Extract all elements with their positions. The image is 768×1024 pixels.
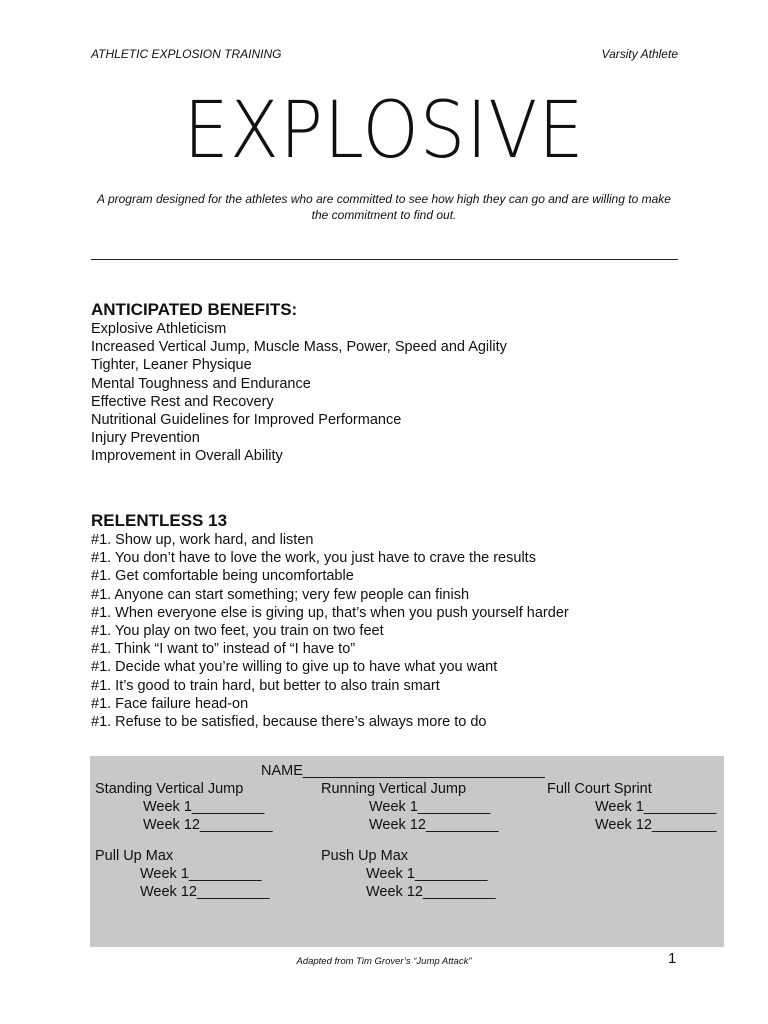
running-vertical-week12-field[interactable]: Week 12_________ (369, 817, 499, 833)
list-item: #1. You play on two feet, you train on two feet (91, 623, 384, 640)
footer-credit: Adapted from Tim Grover’s “Jump Attack” (296, 956, 472, 967)
list-item: Effective Rest and Recovery (91, 393, 274, 410)
test-label-running-vertical: Running Vertical Jump (321, 781, 467, 797)
progress-tracker-form (90, 756, 724, 947)
full-court-sprint-week1-field[interactable]: Week 1_________ (595, 799, 717, 815)
list-item: #1. Get comfortable being uncomfortable (91, 568, 354, 585)
pull-up-week12-field[interactable]: Week 12_________ (140, 884, 270, 900)
list-item: #1. Think “I want to” instead of “I have to” (91, 641, 356, 658)
push-up-week12-field[interactable]: Week 12_________ (366, 884, 496, 900)
test-label-full-court-sprint: Full Court Sprint (547, 781, 652, 797)
full-court-sprint-week12-field[interactable]: Week 12________ (595, 817, 717, 833)
list-item: Nutritional Guidelines for Improved Performance (91, 412, 402, 429)
list-item: Tighter, Leaner Physique (91, 357, 252, 374)
running-vertical-week1-field[interactable]: Week 1_________ (369, 799, 491, 815)
list-item: #1. Anyone can start something; very few people can finish (91, 586, 470, 603)
list-item: Improvement in Overall Ability (91, 448, 283, 465)
push-up-week1-field[interactable]: Week 1_________ (366, 866, 488, 882)
benefits-list (91, 320, 507, 466)
header-right: Varsity Athlete (601, 47, 678, 61)
test-label-push-up-max: Push Up Max (321, 848, 409, 864)
pull-up-week1-field[interactable]: Week 1_________ (140, 866, 262, 882)
name-field[interactable]: NAME______________________________ (261, 763, 545, 779)
benefits-heading: ANTICIPATED BENEFITS: (91, 300, 298, 319)
page-number: 1 (668, 950, 677, 967)
test-label-standing-vertical: Standing Vertical Jump (95, 781, 244, 797)
list-item: #1. Decide what you’re willing to give up to have what you want (91, 659, 498, 676)
subtitle: A program designed for the athletes who are committed to see how high they can go and are willing to make the commitment to find out. (97, 192, 671, 222)
list-item: #1. When everyone else is giving up, that’s when you push yourself harder (91, 604, 569, 621)
list-item: Increased Vertical Jump, Muscle Mass, Power, Speed and Agility (91, 339, 507, 356)
standing-vertical-week1-field[interactable]: Week 1_________ (143, 799, 265, 815)
list-item: Mental Toughness and Endurance (91, 375, 311, 392)
test-label-pull-up-max: Pull Up Max (95, 848, 174, 864)
list-item: Explosive Athleticism (91, 321, 227, 337)
list-item: Injury Prevention (91, 430, 200, 447)
list-item: #1. Face failure head-on (91, 695, 249, 712)
list-item: #1. Refuse to be satisfied, because there’s always more to do (91, 714, 487, 731)
relentless-list (91, 531, 569, 731)
header-left: ATHLETIC EXPLOSION TRAINING (91, 47, 282, 61)
standing-vertical-week12-field[interactable]: Week 12_________ (143, 817, 273, 833)
list-item: #1. You don’t have to love the work, you just have to crave the results (91, 550, 536, 567)
relentless-heading: RELENTLESS 13 (91, 511, 228, 530)
page-title: EXPLOSIVE (183, 86, 585, 176)
list-item: #1. Show up, work hard, and listen (91, 532, 314, 548)
divider (91, 259, 678, 260)
list-item: #1. It’s good to train hard, but better to also train smart (91, 677, 440, 694)
